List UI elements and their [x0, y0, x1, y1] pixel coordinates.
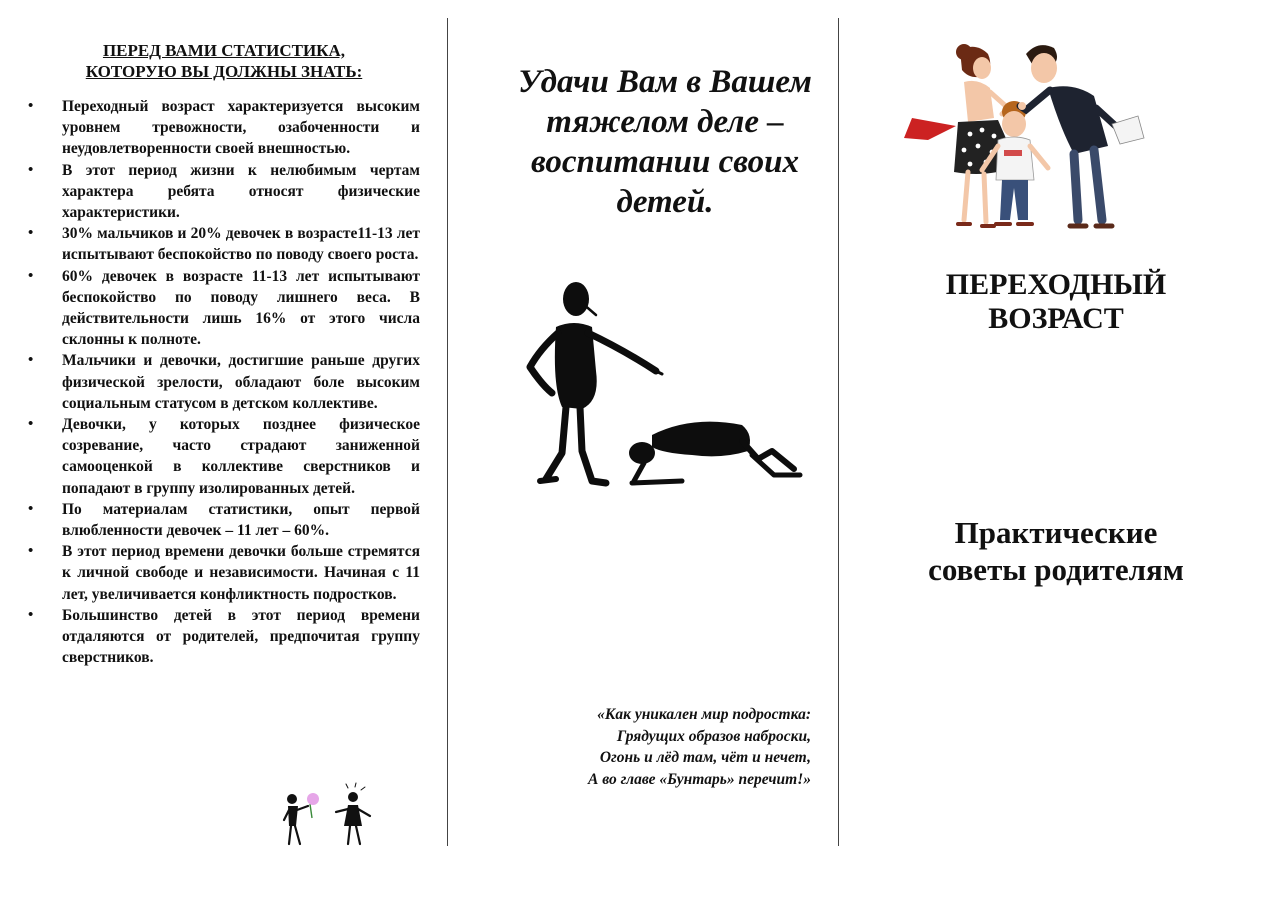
statistics-item: • Большинство детей в этот период времени отдаляются от родителей, предпочитая группу сверстников. — [28, 605, 420, 669]
brochure-title-line: ПЕРЕХОДНЫЙ — [945, 268, 1167, 301]
statistics-item: • В этот период времени девочки больше стремятся к личной свободе и независимости. Начиная с 11 лет, увеличивается конфликтность подростков. — [28, 541, 420, 605]
wish-text: Удачи Вам в Вашем тяжелом деле – воспитании своих детей. — [518, 64, 812, 220]
parents-scolding-child-illustration — [898, 38, 1160, 236]
statistics-item: • По материалам статистики, опыт первой влюбленности девочек – 11 лет – 60%. — [28, 499, 420, 541]
brochure-title-line: ВОЗРАСТ — [988, 302, 1124, 335]
mother-figure — [904, 44, 1018, 226]
brochure-subtitle-line: Практические — [954, 515, 1158, 550]
statistics-list — [28, 96, 420, 668]
panel-divider-right — [838, 18, 839, 846]
children-flower-illustration — [278, 782, 378, 852]
father-figure — [1018, 45, 1144, 226]
scolding-silhouette-illustration — [522, 275, 812, 500]
statistics-item: • Мальчики и девочки, достигшие раньше других физической зрелости, обладают боле высоким социальным статусом в детском коллективе. — [28, 350, 420, 414]
brochure-title — [880, 268, 1232, 336]
statistics-item: • 30% мальчиков и 20% девочек в возрасте11-13 лет испытывают беспокойство по поводу своего роста. — [28, 223, 420, 265]
brochure-subtitle — [880, 514, 1232, 588]
flower-icon — [307, 793, 319, 805]
statistics-heading-line: ПЕРЕД ВАМИ СТАТИСТИКА, — [102, 41, 346, 60]
poem-line: А во главе «Бунтарь» перечит!» — [588, 770, 811, 788]
poem-line: Огонь и лёд там, чёт и нечет, — [599, 749, 811, 766]
poem-line: Грядущих образов наброски, — [616, 727, 811, 745]
statistics-item: • 60% девочек в возрасте 11-13 лет испытывают беспокойство по поводу лишнего веса. В действительности лишь 16% от этого числа склонны к полноте. — [28, 266, 420, 351]
poem-quote — [505, 704, 811, 790]
statistics-item: • В этот период жизни к нелюбимым чертам характера ребята относят физические характеристики. — [28, 160, 420, 224]
statistics-panel — [28, 40, 420, 668]
statistics-item: • Переходный возраст характеризуется высоким уровнем тревожности, озабоченности и неудовлетворенности своей внешностью. — [28, 96, 420, 160]
brochure-subtitle-line: советы родителям — [928, 552, 1184, 587]
panel-divider-left — [447, 18, 448, 846]
statistics-heading — [28, 40, 420, 82]
statistics-item: • Девочки, у которых позднее физическое созревание, часто страдают заниженной самооценкой в коллективе сверстников и попадают в группу изолированных детей. — [28, 414, 420, 499]
statistics-heading-line: КОТОРУЮ ВЫ ДОЛЖНЫ ЗНАТЬ: — [85, 62, 363, 81]
poem-line: «Как уникален мир подростка: — [597, 706, 811, 723]
